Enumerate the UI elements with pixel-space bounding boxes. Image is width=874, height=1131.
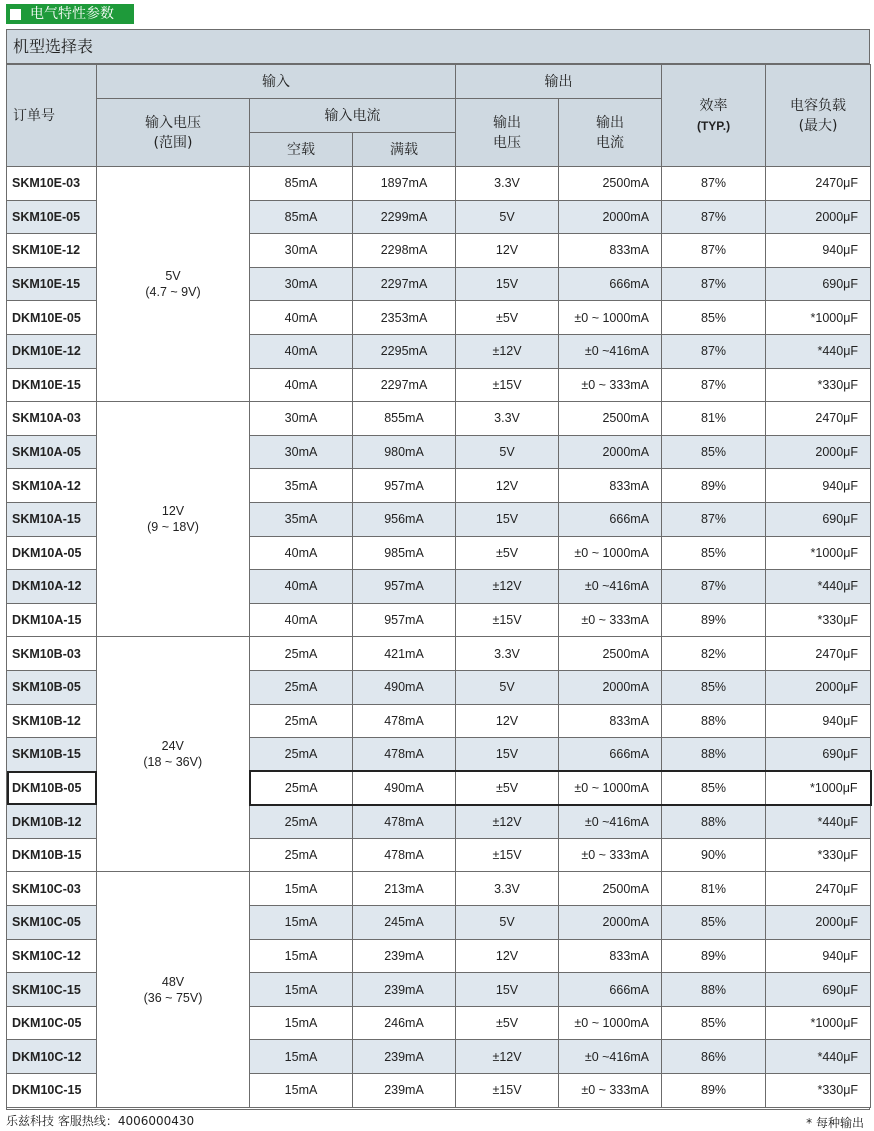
full-load-cell: 2299mA (353, 200, 456, 234)
vout-cell: 15V (456, 502, 559, 536)
model-cell: SKM10E-15 (7, 267, 97, 301)
full-load-cell: 478mA (353, 838, 456, 872)
no-load-cell: 15mA (250, 1006, 353, 1040)
vout-cell: ±5V (456, 301, 559, 335)
eff-cell: 85% (662, 536, 766, 570)
table-row (7, 872, 871, 906)
footer-note: * 每种输出 (806, 1116, 864, 1130)
iout-cell: 666mA (559, 738, 662, 772)
model-cell: SKM10B-12 (7, 704, 97, 738)
no-load-cell: 40mA (250, 334, 353, 368)
eff-cell: 87% (662, 570, 766, 604)
vout-cell: ±15V (456, 838, 559, 872)
vout-cell: 15V (456, 267, 559, 301)
iout-cell: ±0 ~ 1000mA (559, 1006, 662, 1040)
iout-cell: ±0 ~ 333mA (559, 603, 662, 637)
iout-cell: ±0 ~416mA (559, 1040, 662, 1074)
full-load-cell: 490mA (353, 771, 456, 805)
iout-cell: ±0 ~416mA (559, 805, 662, 839)
vout-cell: ±5V (456, 536, 559, 570)
no-load-cell: 15mA (250, 1040, 353, 1074)
eff-cell: 85% (662, 435, 766, 469)
cap-cell: 940μF (766, 704, 871, 738)
model-cell: DKM10B-15 (7, 838, 97, 872)
cap-cell: *1000μF (766, 771, 871, 805)
vout-cell: 15V (456, 738, 559, 772)
eff-cell: 85% (662, 906, 766, 940)
header-order-no: 订单号 (7, 65, 97, 167)
input-voltage-cell (97, 637, 250, 872)
iout-cell: 666mA (559, 973, 662, 1007)
full-load-cell: 478mA (353, 704, 456, 738)
no-load-cell: 25mA (250, 738, 353, 772)
cap-cell: *330μF (766, 838, 871, 872)
model-cell: DKM10A-12 (7, 570, 97, 604)
eff-cell: 81% (662, 402, 766, 436)
input-voltage-value: 12V (161, 504, 185, 519)
input-voltage-cell (97, 872, 250, 1107)
eff-cell: 87% (662, 368, 766, 402)
eff-cell: 89% (662, 1074, 766, 1108)
iout-cell: 833mA (559, 469, 662, 503)
iout-cell: 2000mA (559, 670, 662, 704)
no-load-cell: 85mA (250, 167, 353, 201)
eff-cell: 90% (662, 838, 766, 872)
full-load-cell: 2297mA (353, 267, 456, 301)
no-load-cell: 15mA (250, 906, 353, 940)
model-cell: SKM10C-03 (7, 872, 97, 906)
vout-cell: 12V (456, 469, 559, 503)
eff-cell: 89% (662, 469, 766, 503)
no-load-cell: 40mA (250, 536, 353, 570)
iout-cell: 666mA (559, 267, 662, 301)
vout-cell: 15V (456, 973, 559, 1007)
iout-cell: ±0 ~416mA (559, 570, 662, 604)
model-cell: SKM10E-12 (7, 234, 97, 268)
model-cell: SKM10E-03 (7, 167, 97, 201)
vout-cell: 12V (456, 704, 559, 738)
model-cell: DKM10E-15 (7, 368, 97, 402)
eff-cell: 85% (662, 1006, 766, 1040)
cap-cell: *330μF (766, 603, 871, 637)
header-output-current: 输出 电流 (559, 99, 662, 167)
iout-cell: 833mA (559, 234, 662, 268)
full-load-cell: 239mA (353, 1040, 456, 1074)
cap-cell: 690μF (766, 267, 871, 301)
model-cell: DKM10B-12 (7, 805, 97, 839)
vout-cell: 3.3V (456, 637, 559, 671)
eff-cell: 88% (662, 805, 766, 839)
model-cell: DKM10A-05 (7, 536, 97, 570)
iout-cell: ±0 ~ 1000mA (559, 536, 662, 570)
no-load-cell: 40mA (250, 570, 353, 604)
iout-cell: ±0 ~ 1000mA (559, 771, 662, 805)
iout-cell: ±0 ~ 1000mA (559, 301, 662, 335)
header-cap-load: 电容负载 (最大) (766, 65, 871, 167)
full-load-cell: 239mA (353, 973, 456, 1007)
eff-cell: 87% (662, 200, 766, 234)
no-load-cell: 25mA (250, 670, 353, 704)
iout-cell: 2000mA (559, 435, 662, 469)
model-cell: SKM10C-15 (7, 973, 97, 1007)
vout-cell: 3.3V (456, 402, 559, 436)
model-cell: SKM10B-15 (7, 738, 97, 772)
no-load-cell: 25mA (250, 838, 353, 872)
full-load-cell: 957mA (353, 603, 456, 637)
model-cell: DKM10A-15 (7, 603, 97, 637)
eff-cell: 88% (662, 973, 766, 1007)
full-load-cell: 957mA (353, 469, 456, 503)
header-input-current: 输入电流 (250, 99, 456, 133)
header-output: 输出 (456, 65, 662, 99)
table-body (7, 167, 871, 1108)
vout-cell: 5V (456, 670, 559, 704)
table-title: 机型选择表 (7, 30, 869, 64)
section-heading (6, 4, 134, 24)
eff-cell: 87% (662, 502, 766, 536)
full-load-cell: 245mA (353, 906, 456, 940)
eff-cell: 87% (662, 234, 766, 268)
no-load-cell: 15mA (250, 939, 353, 973)
full-load-cell: 985mA (353, 536, 456, 570)
iout-cell: 666mA (559, 502, 662, 536)
input-voltage-range: (18 ~ 36V) (143, 755, 203, 770)
no-load-cell: 40mA (250, 368, 353, 402)
cap-cell: 2470μF (766, 872, 871, 906)
model-cell: SKM10A-05 (7, 435, 97, 469)
no-load-cell: 30mA (250, 435, 353, 469)
vout-cell: ±5V (456, 1006, 559, 1040)
no-load-cell: 30mA (250, 402, 353, 436)
full-load-cell: 1897mA (353, 167, 456, 201)
input-voltage-value: 48V (161, 974, 185, 989)
full-load-cell: 421mA (353, 637, 456, 671)
input-voltage-range: (36 ~ 75V) (143, 990, 203, 1005)
vout-cell: 12V (456, 939, 559, 973)
iout-cell: 2500mA (559, 872, 662, 906)
model-cell: SKM10C-05 (7, 906, 97, 940)
cap-cell: 690μF (766, 738, 871, 772)
model-cell: SKM10A-15 (7, 502, 97, 536)
model-cell: SKM10E-05 (7, 200, 97, 234)
header-input-voltage: 输入电压 (范围) (97, 99, 250, 167)
vout-cell: ±12V (456, 805, 559, 839)
vout-cell: ±12V (456, 334, 559, 368)
full-load-cell: 980mA (353, 435, 456, 469)
no-load-cell: 15mA (250, 872, 353, 906)
model-cell: DKM10C-12 (7, 1040, 97, 1074)
eff-cell: 86% (662, 1040, 766, 1074)
eff-cell: 88% (662, 704, 766, 738)
no-load-cell: 25mA (250, 805, 353, 839)
no-load-cell: 30mA (250, 267, 353, 301)
eff-cell: 87% (662, 267, 766, 301)
model-cell: DKM10C-15 (7, 1074, 97, 1108)
eff-cell: 85% (662, 771, 766, 805)
full-load-cell: 213mA (353, 872, 456, 906)
header-input: 输入 (97, 65, 456, 99)
cap-cell: *440μF (766, 1040, 871, 1074)
header-output-voltage: 输出 电压 (456, 99, 559, 167)
vout-cell: ±15V (456, 368, 559, 402)
square-bullet-icon (10, 9, 21, 20)
input-voltage-cell (97, 167, 250, 402)
model-cell: SKM10B-05 (7, 670, 97, 704)
vout-cell: 5V (456, 200, 559, 234)
full-load-cell: 246mA (353, 1006, 456, 1040)
full-load-cell: 478mA (353, 738, 456, 772)
iout-cell: 2000mA (559, 200, 662, 234)
eff-cell: 89% (662, 603, 766, 637)
cap-cell: 2470μF (766, 167, 871, 201)
vout-cell: 3.3V (456, 872, 559, 906)
cap-cell: *330μF (766, 368, 871, 402)
full-load-cell: 239mA (353, 1074, 456, 1108)
no-load-cell: 35mA (250, 469, 353, 503)
iout-cell: 833mA (559, 939, 662, 973)
model-cell: DKM10E-12 (7, 334, 97, 368)
iout-cell: 2500mA (559, 402, 662, 436)
vout-cell: 12V (456, 234, 559, 268)
model-cell: SKM10A-12 (7, 469, 97, 503)
vout-cell: 5V (456, 906, 559, 940)
full-load-cell: 957mA (353, 570, 456, 604)
cap-cell: *1000μF (766, 1006, 871, 1040)
table-row (7, 637, 871, 671)
no-load-cell: 15mA (250, 1074, 353, 1108)
eff-cell: 87% (662, 167, 766, 201)
model-cell: DKM10C-05 (7, 1006, 97, 1040)
no-load-cell: 25mA (250, 704, 353, 738)
eff-cell: 87% (662, 334, 766, 368)
full-load-cell: 855mA (353, 402, 456, 436)
model-cell: DKM10B-05 (7, 771, 97, 805)
cap-cell: 690μF (766, 973, 871, 1007)
cap-cell: 2000μF (766, 200, 871, 234)
iout-cell: 2000mA (559, 906, 662, 940)
model-cell: SKM10B-03 (7, 637, 97, 671)
full-load-cell: 2297mA (353, 368, 456, 402)
full-load-cell: 2295mA (353, 334, 456, 368)
input-voltage-value: 5V (165, 269, 181, 284)
full-load-cell: 478mA (353, 805, 456, 839)
iout-cell: 2500mA (559, 167, 662, 201)
cap-cell: 940μF (766, 939, 871, 973)
cap-cell: *440μF (766, 805, 871, 839)
no-load-cell: 40mA (250, 603, 353, 637)
vout-cell: 5V (456, 435, 559, 469)
iout-cell: ±0 ~ 333mA (559, 838, 662, 872)
cap-cell: 2000μF (766, 435, 871, 469)
no-load-cell: 85mA (250, 200, 353, 234)
vout-cell: ±15V (456, 603, 559, 637)
no-load-cell: 25mA (250, 771, 353, 805)
no-load-cell: 15mA (250, 973, 353, 1007)
model-cell: SKM10C-12 (7, 939, 97, 973)
input-voltage-cell (97, 402, 250, 637)
cap-cell: 2470μF (766, 402, 871, 436)
iout-cell: 2500mA (559, 637, 662, 671)
full-load-cell: 2298mA (353, 234, 456, 268)
cap-cell: 940μF (766, 234, 871, 268)
vout-cell: ±12V (456, 1040, 559, 1074)
full-load-cell: 490mA (353, 670, 456, 704)
vout-cell: 3.3V (456, 167, 559, 201)
header-efficiency: 效率 (TYP.) (662, 65, 766, 167)
cap-cell: *440μF (766, 570, 871, 604)
eff-cell: 89% (662, 939, 766, 973)
cap-cell: *1000μF (766, 301, 871, 335)
section-title: 电气特性参数 (30, 6, 114, 22)
full-load-cell: 239mA (353, 939, 456, 973)
footer-hotline: 乐兹科技 客服热线：4006000430 (6, 1114, 195, 1128)
eff-cell: 81% (662, 872, 766, 906)
cap-cell: *1000μF (766, 536, 871, 570)
full-load-cell: 956mA (353, 502, 456, 536)
header-no-load: 空载 (250, 133, 353, 167)
model-selection-table (6, 64, 872, 1108)
no-load-cell: 35mA (250, 502, 353, 536)
iout-cell: 833mA (559, 704, 662, 738)
table-row (7, 167, 871, 201)
cap-cell: 2000μF (766, 906, 871, 940)
vout-cell: ±12V (456, 570, 559, 604)
no-load-cell: 30mA (250, 234, 353, 268)
eff-cell: 85% (662, 301, 766, 335)
cap-cell: 2470μF (766, 637, 871, 671)
eff-cell: 85% (662, 670, 766, 704)
full-load-cell: 2353mA (353, 301, 456, 335)
iout-cell: ±0 ~ 333mA (559, 1074, 662, 1108)
no-load-cell: 25mA (250, 637, 353, 671)
table-row (7, 402, 871, 436)
vout-cell: ±5V (456, 771, 559, 805)
eff-cell: 88% (662, 738, 766, 772)
cap-cell: *440μF (766, 334, 871, 368)
iout-cell: ±0 ~416mA (559, 334, 662, 368)
input-voltage-range: (4.7 ~ 9V) (145, 285, 201, 300)
input-voltage-range: (9 ~ 18V) (147, 520, 199, 535)
header-full-load: 满载 (353, 133, 456, 167)
model-cell: SKM10A-03 (7, 402, 97, 436)
no-load-cell: 40mA (250, 301, 353, 335)
eff-cell: 82% (662, 637, 766, 671)
cap-cell: 2000μF (766, 670, 871, 704)
cap-cell: 940μF (766, 469, 871, 503)
cap-cell: 690μF (766, 502, 871, 536)
cap-cell: *330μF (766, 1074, 871, 1108)
iout-cell: ±0 ~ 333mA (559, 368, 662, 402)
input-voltage-value: 24V (161, 739, 184, 754)
model-cell: DKM10E-05 (7, 301, 97, 335)
vout-cell: ±15V (456, 1074, 559, 1108)
